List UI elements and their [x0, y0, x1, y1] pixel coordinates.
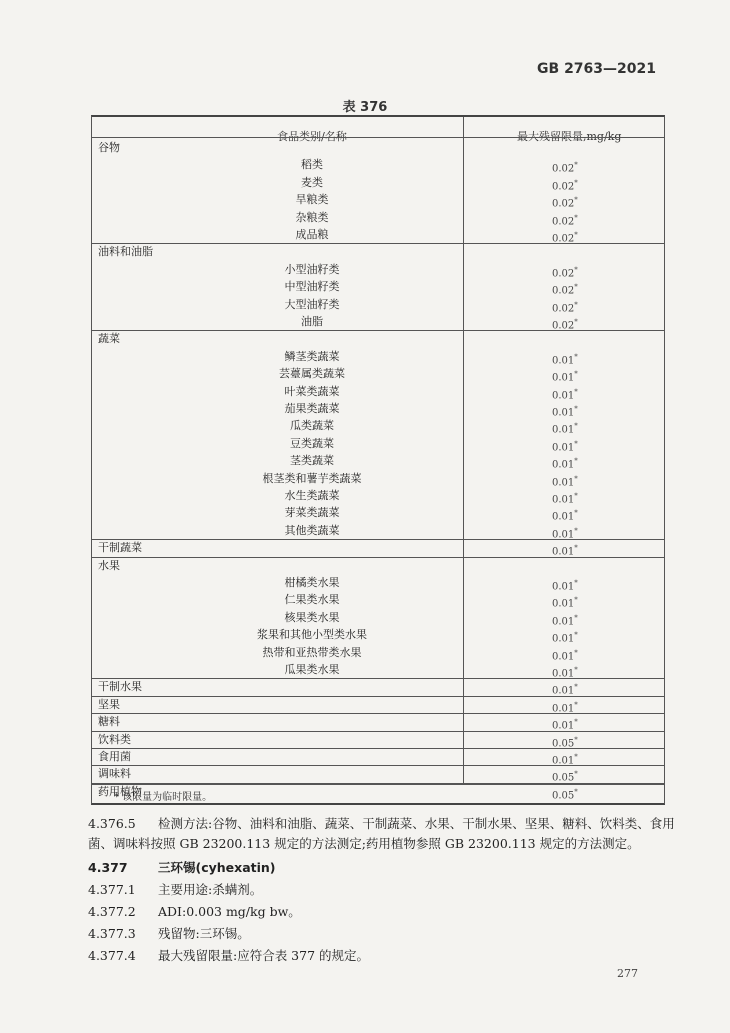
section-number: 4.377.2 [88, 904, 136, 919]
section-text: 最大残留限量:应符合表 377 的规定。 [158, 948, 370, 963]
limit-value: 0.02 [552, 181, 575, 193]
limit-value: 0.01 [552, 476, 575, 488]
section-text: 检测方法:谷物、油料和油脂、蔬菜、干制蔬菜、水果、干制水果、坚果、糖料、饮料类、食用菌、调味料按照 GB 23200.113 规定的方法测定;药用植物参照 GB 23200.113 规定的方法测定。 [88, 816, 675, 851]
limit-value: 0.01 [552, 355, 575, 367]
temporary-limit-mark: * [574, 492, 578, 500]
limit-value: 0.02 [552, 320, 575, 332]
limit-value: 0.05 [552, 772, 575, 784]
food-name: 麦类 [301, 175, 323, 189]
food-name: 杂粮类 [295, 210, 329, 224]
temporary-limit-mark: * [574, 387, 578, 396]
table-category-row [92, 784, 664, 800]
food-name: 旱粮类 [295, 193, 329, 207]
limit-value: 0.01 [552, 598, 575, 610]
section-title: 三环锡(cyhexatin) [158, 860, 276, 875]
food-name: 大型油籽类 [284, 297, 340, 311]
table-subcategory-row [92, 662, 664, 678]
table-subcategory-row [92, 384, 664, 400]
food-name: 干制蔬菜 [98, 541, 142, 555]
food-name: 谷物 [98, 141, 120, 154]
table-category-row [92, 558, 664, 574]
limit-value: 0.01 [552, 389, 575, 401]
residue-limit-table [91, 115, 665, 805]
limit-value: 0.01 [552, 424, 575, 436]
table-subcategory-row [92, 349, 664, 365]
limit-value: 0.01 [552, 529, 575, 541]
food-name: 芸薹属类蔬菜 [279, 367, 345, 381]
limit-value: 0.01 [552, 546, 575, 558]
temporary-limit-mark: * [574, 196, 578, 205]
table-subcategory-row [92, 523, 664, 539]
food-name: 油料和油脂 [98, 245, 153, 259]
table-subcategory-row [92, 627, 664, 643]
food-name: 叶菜类蔬菜 [284, 384, 340, 398]
section-number: 4.377.3 [88, 926, 136, 941]
section-4-377-4 [88, 946, 678, 966]
table-subcategory-row [92, 471, 664, 487]
temporary-limit-mark: * [574, 509, 578, 518]
food-name: 茎类蔬菜 [290, 454, 334, 468]
section-text: 残留物:三环锡。 [158, 926, 250, 941]
limit-value: 0.02 [552, 163, 575, 175]
food-name: 芽菜类蔬菜 [284, 506, 340, 520]
table-subcategory-row [92, 227, 664, 243]
table-subcategory-row [92, 418, 664, 434]
section-4-377 [88, 858, 678, 878]
limit-value: 0.02 [552, 198, 575, 210]
food-name: 水果 [98, 558, 120, 572]
limit-value: 0.01 [552, 459, 575, 471]
table-subcategory-row [92, 505, 664, 521]
temporary-limit-mark: * [574, 370, 578, 379]
limit-value: 0.02 [552, 215, 575, 227]
table-subcategory-row [92, 453, 664, 469]
column-header-name: 食品类别/名称 [277, 130, 347, 143]
temporary-limit-mark: * [574, 439, 578, 448]
food-name: 糖料 [98, 715, 120, 729]
food-name: 稻类 [301, 158, 323, 172]
table-subcategory-row [92, 401, 664, 417]
temporary-limit-mark: * [574, 544, 578, 553]
temporary-limit-mark: * [574, 613, 578, 622]
table-category-row [92, 331, 664, 347]
page-number: 277 [617, 967, 638, 980]
temporary-limit-mark: * [574, 178, 578, 187]
temporary-limit-mark: * [574, 161, 578, 170]
food-name: 核果类水果 [284, 610, 340, 624]
section-4-376-5 [88, 814, 678, 854]
food-name: 豆类蔬菜 [290, 436, 334, 450]
limit-value: 0.01 [552, 511, 575, 523]
limit-value: 0.01 [552, 442, 575, 454]
table-subcategory-row [92, 488, 664, 504]
food-name: 食用菌 [98, 750, 131, 763]
limit-value: 0.01 [552, 407, 575, 419]
table-category-row [92, 697, 664, 713]
temporary-limit-mark: * [574, 405, 578, 413]
section-text: 主要用途:杀螨剂。 [158, 882, 263, 897]
temporary-limit-mark: * [574, 352, 578, 361]
table-category-row [92, 749, 664, 765]
temporary-limit-mark: * [574, 770, 578, 779]
food-name: 调味料 [98, 767, 131, 781]
table-note: * 该限量为临时限量。 [114, 792, 213, 803]
table-subcategory-row [92, 157, 664, 173]
limit-value: 0.01 [552, 685, 575, 697]
temporary-limit-mark: * [574, 265, 578, 274]
limit-value: 0.01 [552, 372, 575, 384]
temporary-limit-mark: * [574, 213, 578, 222]
temporary-limit-mark: * [574, 579, 578, 587]
table-category-row [92, 766, 664, 782]
section-number: 4.377 [88, 860, 128, 875]
limit-value: 0.05 [552, 737, 575, 749]
temporary-limit-mark: * [574, 474, 578, 483]
temporary-limit-mark: * [574, 300, 578, 309]
food-name: 药用植物 [98, 784, 142, 798]
food-name: 柑橘类水果 [284, 576, 340, 589]
temporary-limit-mark: * [574, 283, 578, 292]
temporary-limit-mark: * [574, 648, 578, 657]
table-subcategory-row [92, 210, 664, 226]
food-name: 饮料类 [98, 732, 131, 746]
temporary-limit-mark: * [574, 735, 578, 744]
temporary-limit-mark: * [574, 700, 578, 709]
limit-value: 0.01 [552, 720, 575, 732]
food-name: 热带和亚热带类水果 [262, 645, 362, 659]
temporary-limit-mark: * [574, 666, 578, 674]
limit-value: 0.01 [552, 616, 575, 628]
limit-value: 0.01 [552, 581, 575, 593]
table-subcategory-row [92, 262, 664, 278]
table-category-row [92, 714, 664, 730]
food-name: 干制水果 [98, 680, 142, 694]
food-name: 中型油籽类 [284, 280, 340, 294]
table-subcategory-row [92, 436, 664, 452]
temporary-limit-mark: * [574, 422, 578, 431]
section-number: 4.377.1 [88, 882, 136, 897]
table-subcategory-row [92, 645, 664, 661]
food-name: 水生类蔬菜 [284, 489, 340, 502]
temporary-limit-mark: * [574, 753, 578, 761]
temporary-limit-mark: * [574, 718, 578, 727]
food-name: 瓜类蔬菜 [290, 419, 334, 433]
food-name: 成品粮 [295, 228, 329, 241]
limit-value: 0.02 [552, 268, 575, 280]
limit-value: 0.01 [552, 703, 575, 715]
section-4-377-3 [88, 924, 678, 944]
food-name: 坚果 [98, 697, 120, 711]
table-subcategory-row [92, 297, 664, 313]
food-name: 鳞茎类蔬菜 [284, 349, 340, 363]
table-category-row [92, 244, 664, 260]
food-name: 其他类蔬菜 [284, 523, 340, 537]
table-subcategory-row [92, 192, 664, 208]
table-title: 表 376 [342, 100, 388, 115]
header-rule [92, 137, 664, 138]
food-name: 小型油籽类 [284, 262, 340, 276]
section-number: 4.377.4 [88, 948, 136, 963]
food-name: 茄果类蔬菜 [284, 402, 340, 415]
limit-value: 0.02 [552, 285, 575, 297]
temporary-limit-mark: * [574, 787, 578, 796]
limit-value: 0.01 [552, 755, 575, 767]
limit-value: 0.05 [552, 790, 575, 802]
table-subcategory-row [92, 592, 664, 608]
limit-value: 0.01 [552, 633, 575, 645]
temporary-limit-mark: * [574, 631, 578, 640]
section-number: 4.376.5 [88, 816, 136, 831]
section-4-377-1 [88, 880, 678, 900]
table-category-row [92, 140, 664, 156]
table-category-row [92, 679, 664, 695]
table-subcategory-row [92, 575, 664, 591]
table-subcategory-row [92, 314, 664, 330]
table-subcategory-row [92, 175, 664, 191]
limit-value: 0.01 [552, 668, 575, 680]
table-subcategory-row [92, 610, 664, 626]
food-name: 根茎类和薯芋类蔬菜 [262, 471, 362, 485]
section-4-377-2 [88, 902, 678, 922]
section-text: ADI:0.003 mg/kg bw。 [158, 904, 301, 919]
table-category-row [92, 540, 664, 556]
food-name: 瓜果类水果 [284, 663, 340, 676]
temporary-limit-mark: * [574, 596, 578, 605]
temporary-limit-mark: * [574, 526, 578, 535]
standard-code: GB 2763—2021 [537, 61, 656, 77]
limit-value: 0.02 [552, 233, 575, 245]
temporary-limit-mark: * [574, 231, 578, 239]
column-header-value: 最大残留限量,mg/kg [517, 130, 622, 143]
table-category-row [92, 732, 664, 748]
limit-value-cell [552, 784, 578, 804]
food-name: 仁果类水果 [284, 593, 340, 607]
food-name: 油脂 [301, 315, 323, 328]
food-name: 浆果和其他小型类水果 [257, 628, 367, 642]
limit-value: 0.01 [552, 650, 575, 662]
table-subcategory-row [92, 366, 664, 382]
table-subcategory-row [92, 279, 664, 295]
limit-value: 0.02 [552, 302, 575, 314]
temporary-limit-mark: * [574, 318, 578, 326]
temporary-limit-mark: * [574, 457, 578, 466]
temporary-limit-mark: * [574, 683, 578, 692]
food-name: 蔬菜 [98, 332, 120, 346]
limit-value: 0.01 [552, 494, 575, 506]
